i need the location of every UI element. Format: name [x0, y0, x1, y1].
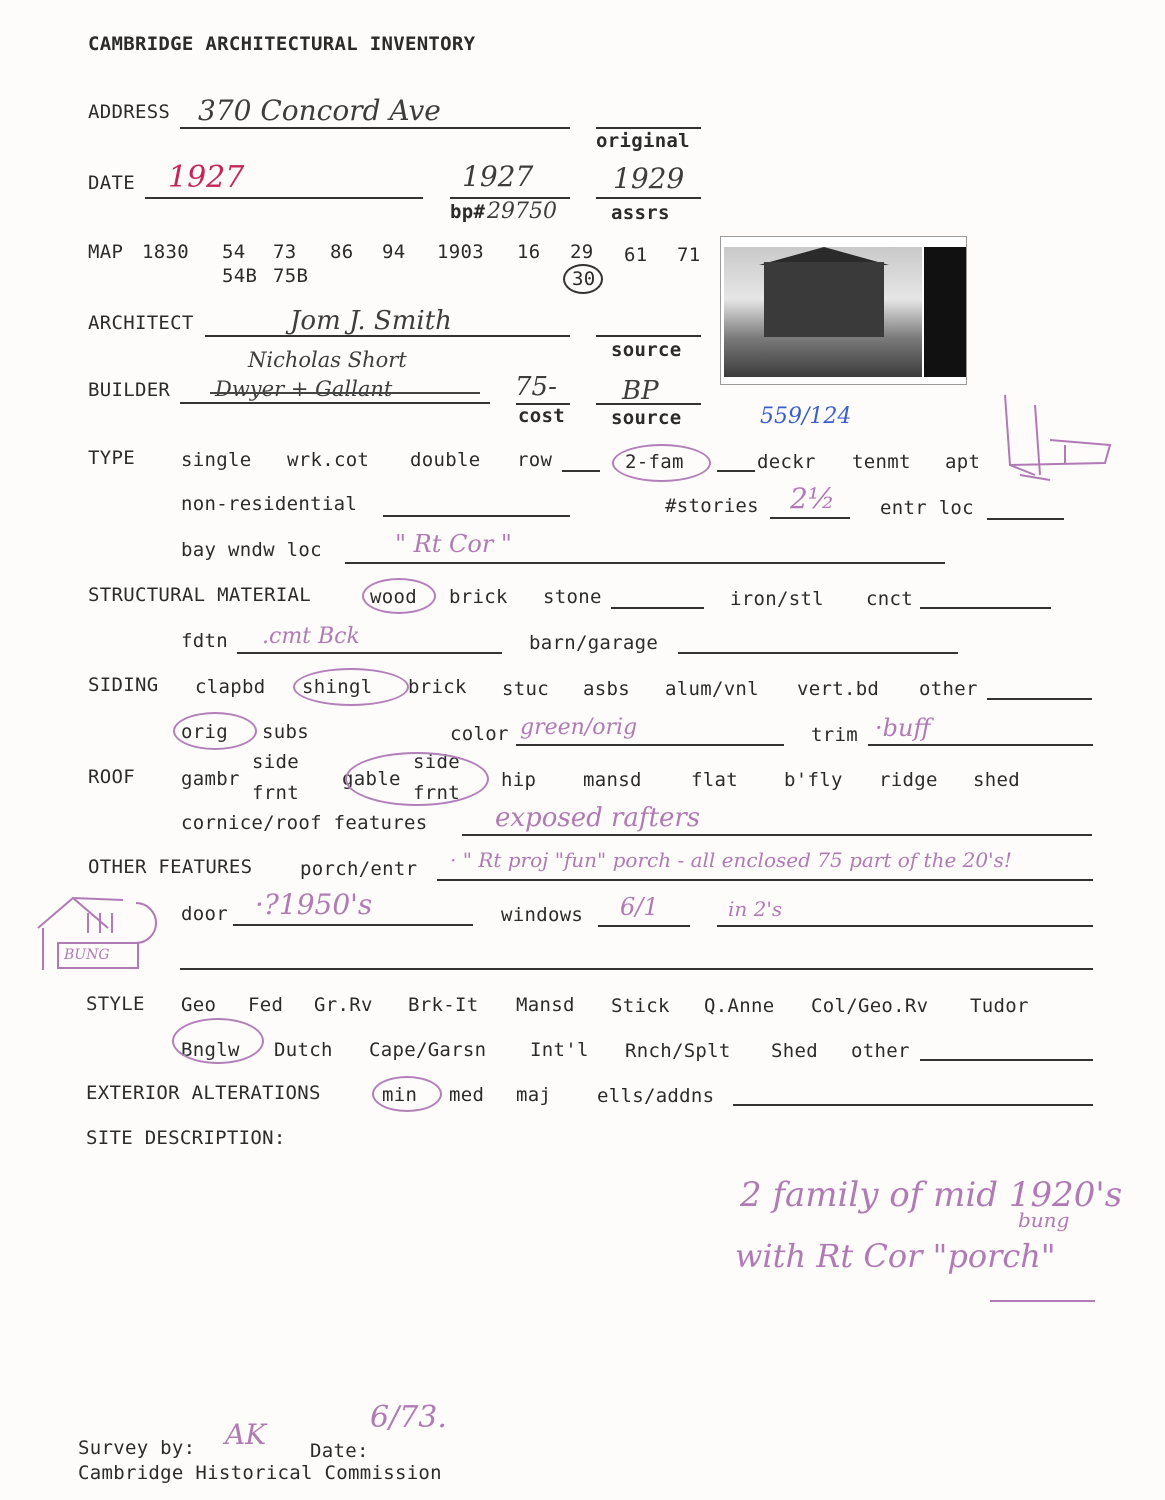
- date-value: 1927: [168, 160, 245, 195]
- siding-option: asbs: [583, 678, 630, 700]
- site-label: SITE DESCRIPTION:: [86, 1127, 286, 1149]
- ext-alt-option-selected: min: [382, 1084, 418, 1106]
- map-year: 29: [570, 241, 594, 263]
- fdtn-line: [237, 652, 502, 654]
- roof-option: b'fly: [784, 769, 843, 791]
- map-year-circled: 30: [572, 268, 596, 290]
- style-option: Dutch: [274, 1039, 333, 1061]
- commission-name: Cambridge Historical Commission: [78, 1462, 442, 1484]
- roof-side-label: side: [252, 751, 299, 773]
- siding-option: alum/vnl: [665, 678, 759, 700]
- orig-circle-mark: [173, 712, 257, 750]
- siding-circle-mark: [293, 668, 409, 706]
- style-option: Q.Anne: [704, 995, 775, 1017]
- house-photo: [720, 236, 967, 385]
- porch-line: [437, 879, 1093, 881]
- style-option: Fed: [248, 994, 284, 1016]
- style-circle-mark: [172, 1018, 264, 1064]
- address-label: ADDRESS: [88, 101, 171, 123]
- siding-option: stuc: [502, 678, 549, 700]
- builder-label: BUILDER: [88, 379, 171, 401]
- barn-line: [678, 652, 958, 654]
- builder-strikethrough: [210, 392, 480, 394]
- type-option: double: [410, 449, 481, 471]
- style-option: Rnch/Splt: [625, 1040, 731, 1062]
- site-desc-line-1: 2 family of mid 1920's: [740, 1175, 1123, 1215]
- bay-loc-value: " Rt Cor ": [395, 530, 512, 558]
- type-option: apt: [945, 451, 981, 473]
- style-option: Brk-It: [408, 994, 479, 1016]
- survey-by-label: Survey by:: [78, 1437, 196, 1459]
- architect-value: Jom J. Smith: [290, 306, 452, 336]
- map-year: 75B: [273, 265, 309, 287]
- stories-label: #stories: [665, 495, 759, 517]
- bay-label: bay wndw loc: [181, 539, 322, 561]
- structural-option: cnct: [866, 588, 913, 610]
- stories-value: 2½: [790, 482, 835, 515]
- siding-option-selected: shingl: [302, 676, 373, 698]
- house-sketch-icon: [995, 385, 1125, 500]
- architect-label: ARCHITECT: [88, 312, 194, 334]
- date-line: [145, 197, 423, 199]
- color-value: green/orig: [520, 715, 638, 740]
- structural-label: STRUCTURAL MATERIAL: [88, 584, 312, 606]
- style-option: Stick: [611, 995, 670, 1017]
- roof-option-selected: gable: [342, 768, 401, 790]
- siding-option: vert.bd: [797, 678, 880, 700]
- roof-option: mansd: [583, 769, 642, 791]
- architect-source-line: [596, 335, 701, 337]
- fdtn-value: .cmt Bck: [262, 624, 360, 649]
- cost-source-line: [596, 403, 701, 405]
- structural-circle-mark: [362, 578, 436, 614]
- map-label: MAP: [88, 241, 124, 263]
- bp-year-value: 1927: [462, 160, 534, 193]
- type-option: single: [181, 449, 252, 471]
- cost-source-label: source: [611, 407, 682, 429]
- style-label: STYLE: [86, 993, 145, 1015]
- style-option: Gr.Rv: [314, 994, 373, 1016]
- fdtn-label: fdtn: [181, 630, 228, 652]
- other-features-label: OTHER FEATURES: [88, 856, 253, 878]
- siding-option: other: [919, 678, 978, 700]
- site-desc-underline: [990, 1300, 1095, 1302]
- bungalow-sketch-icon: [28, 888, 188, 978]
- style-option: Mansd: [516, 994, 575, 1016]
- windows-line-2: [717, 925, 1093, 927]
- ext-alt-line: [733, 1104, 1093, 1106]
- cornice-value: exposed rafters: [495, 803, 701, 833]
- original-label: original: [596, 130, 690, 152]
- assrs-label: assrs: [611, 202, 670, 224]
- map-year: 73: [273, 241, 297, 263]
- color-label: color: [450, 723, 509, 745]
- siding-label: SIDING: [88, 674, 159, 696]
- siding-option: clapbd: [195, 676, 266, 698]
- structural-option-selected: wood: [370, 586, 417, 608]
- stone-line: [611, 607, 704, 609]
- style-option: Cape/Garsn: [369, 1039, 487, 1061]
- ext-alt-circle-mark: [372, 1076, 442, 1112]
- siding-other-line: [987, 698, 1092, 700]
- door-value: ·?1950's: [255, 888, 373, 921]
- door-label: door: [181, 903, 228, 925]
- trim-label: trim: [811, 724, 858, 746]
- survey-by-value: AK: [225, 1418, 267, 1451]
- date-label: DATE: [88, 172, 135, 194]
- roof-option: shed: [973, 769, 1020, 791]
- style-option: other: [851, 1040, 910, 1062]
- type-circle-mark: [612, 444, 711, 482]
- roof-label: ROOF: [88, 766, 135, 788]
- type-option: row: [517, 449, 553, 471]
- trim-line: [868, 744, 1093, 746]
- cost-value: 75-: [515, 372, 557, 402]
- cornice-line: [462, 834, 1092, 836]
- map-year: 16: [517, 241, 541, 263]
- type-option: wrk.cot: [287, 449, 370, 471]
- assrs-year-value: 1929: [613, 162, 685, 195]
- roof-option: hip: [501, 769, 537, 791]
- map-year: 1903: [437, 241, 484, 263]
- bp-label: bp#: [450, 201, 486, 223]
- style-option: Int'l: [530, 1039, 589, 1061]
- barn-label: barn/garage: [529, 632, 659, 654]
- stories-line: [770, 517, 850, 519]
- roof-option: ridge: [879, 769, 938, 791]
- entr-loc-line: [987, 518, 1064, 520]
- orig-label: orig: [181, 721, 228, 743]
- structural-option: stone: [543, 586, 602, 608]
- style-option: Shed: [771, 1040, 818, 1062]
- roof-frnt-label: frnt: [413, 782, 460, 804]
- type-option: tenmt: [852, 451, 911, 473]
- roof-frnt-label: frnt: [252, 782, 299, 804]
- map-year: 86: [330, 241, 354, 263]
- ext-alt-option: med: [449, 1084, 485, 1106]
- bp-number-value: 29750: [487, 199, 557, 224]
- style-option-selected: Bnglw: [181, 1039, 240, 1061]
- windows-line: [598, 925, 690, 927]
- survey-date-label: Date:: [310, 1440, 369, 1462]
- style-option: Tudor: [970, 995, 1029, 1017]
- survey-date-value: 6/73.: [370, 1400, 447, 1435]
- cornice-label: cornice/roof features: [181, 812, 428, 834]
- roof-option: flat: [691, 769, 738, 791]
- book-page-value: 559/124: [760, 404, 852, 429]
- map-year: 71: [677, 244, 701, 266]
- address-value: 370 Concord Ave: [198, 94, 441, 127]
- architect-source-label: source: [611, 339, 682, 361]
- style-other-line: [920, 1059, 1093, 1061]
- entr-loc-label: entr loc: [880, 497, 974, 519]
- roof-option: gambr: [181, 768, 240, 790]
- builder-line: [180, 402, 490, 404]
- cost-source-value: BP: [622, 376, 659, 406]
- roof-side-label: side: [413, 751, 460, 773]
- style-option: Col/Geo.Rv: [811, 995, 929, 1017]
- builder-value: Nicholas Short: [248, 348, 407, 372]
- subs-label: subs: [262, 721, 309, 743]
- structural-option: brick: [449, 586, 508, 608]
- assrs-line: [596, 197, 701, 199]
- bay-line: [345, 562, 945, 564]
- site-desc-line-2: with Rt Cor "porch": [735, 1237, 1056, 1275]
- map-year: 54B: [222, 265, 258, 287]
- nonres-line: [383, 515, 570, 517]
- other-features-blank-line: [180, 968, 1093, 970]
- ext-alt-option: maj: [516, 1084, 552, 1106]
- color-line: [516, 744, 784, 746]
- nonres-label: non-residential: [181, 493, 358, 515]
- row-line: [562, 470, 600, 472]
- cost-label: cost: [518, 405, 565, 427]
- structural-option: iron/stl: [730, 588, 824, 610]
- cnct-line: [920, 607, 1051, 609]
- trim-value: ·buff: [875, 714, 931, 742]
- map-year: 54: [222, 241, 246, 263]
- address-line: [180, 127, 570, 129]
- map-year: 94: [382, 241, 406, 263]
- ext-alt-label: EXTERIOR ALTERATIONS: [86, 1082, 321, 1104]
- form-title: CAMBRIDGE ARCHITECTURAL INVENTORY: [88, 33, 476, 55]
- door-line: [233, 924, 473, 926]
- type-option: deckr: [757, 451, 816, 473]
- ext-alt-option: ells/addns: [597, 1085, 715, 1107]
- windows-value-2: in 2's: [728, 897, 783, 921]
- roof-circle-mark: [345, 752, 489, 806]
- map-year: 61: [624, 244, 648, 266]
- type-option-selected: 2-fam: [625, 451, 684, 473]
- windows-label: windows: [501, 904, 584, 926]
- map-circle-mark: [563, 264, 603, 294]
- map-year: 1830: [142, 241, 189, 263]
- fam-line: [717, 470, 755, 472]
- windows-value: 6/1: [620, 893, 659, 921]
- builder-struck-value: Dwyer + Gallant: [215, 377, 393, 401]
- site-desc-bung: bung: [1018, 1208, 1070, 1232]
- siding-option: brick: [408, 676, 467, 698]
- porch-label: porch/entr: [300, 858, 418, 880]
- original-line: [596, 127, 701, 129]
- type-label: TYPE: [88, 447, 135, 469]
- style-option: Geo: [181, 994, 217, 1016]
- porch-value: · " Rt proj "fun" porch - all enclosed 75 part of the 20's!: [450, 848, 1012, 872]
- sketch-label: BUNG: [64, 947, 110, 963]
